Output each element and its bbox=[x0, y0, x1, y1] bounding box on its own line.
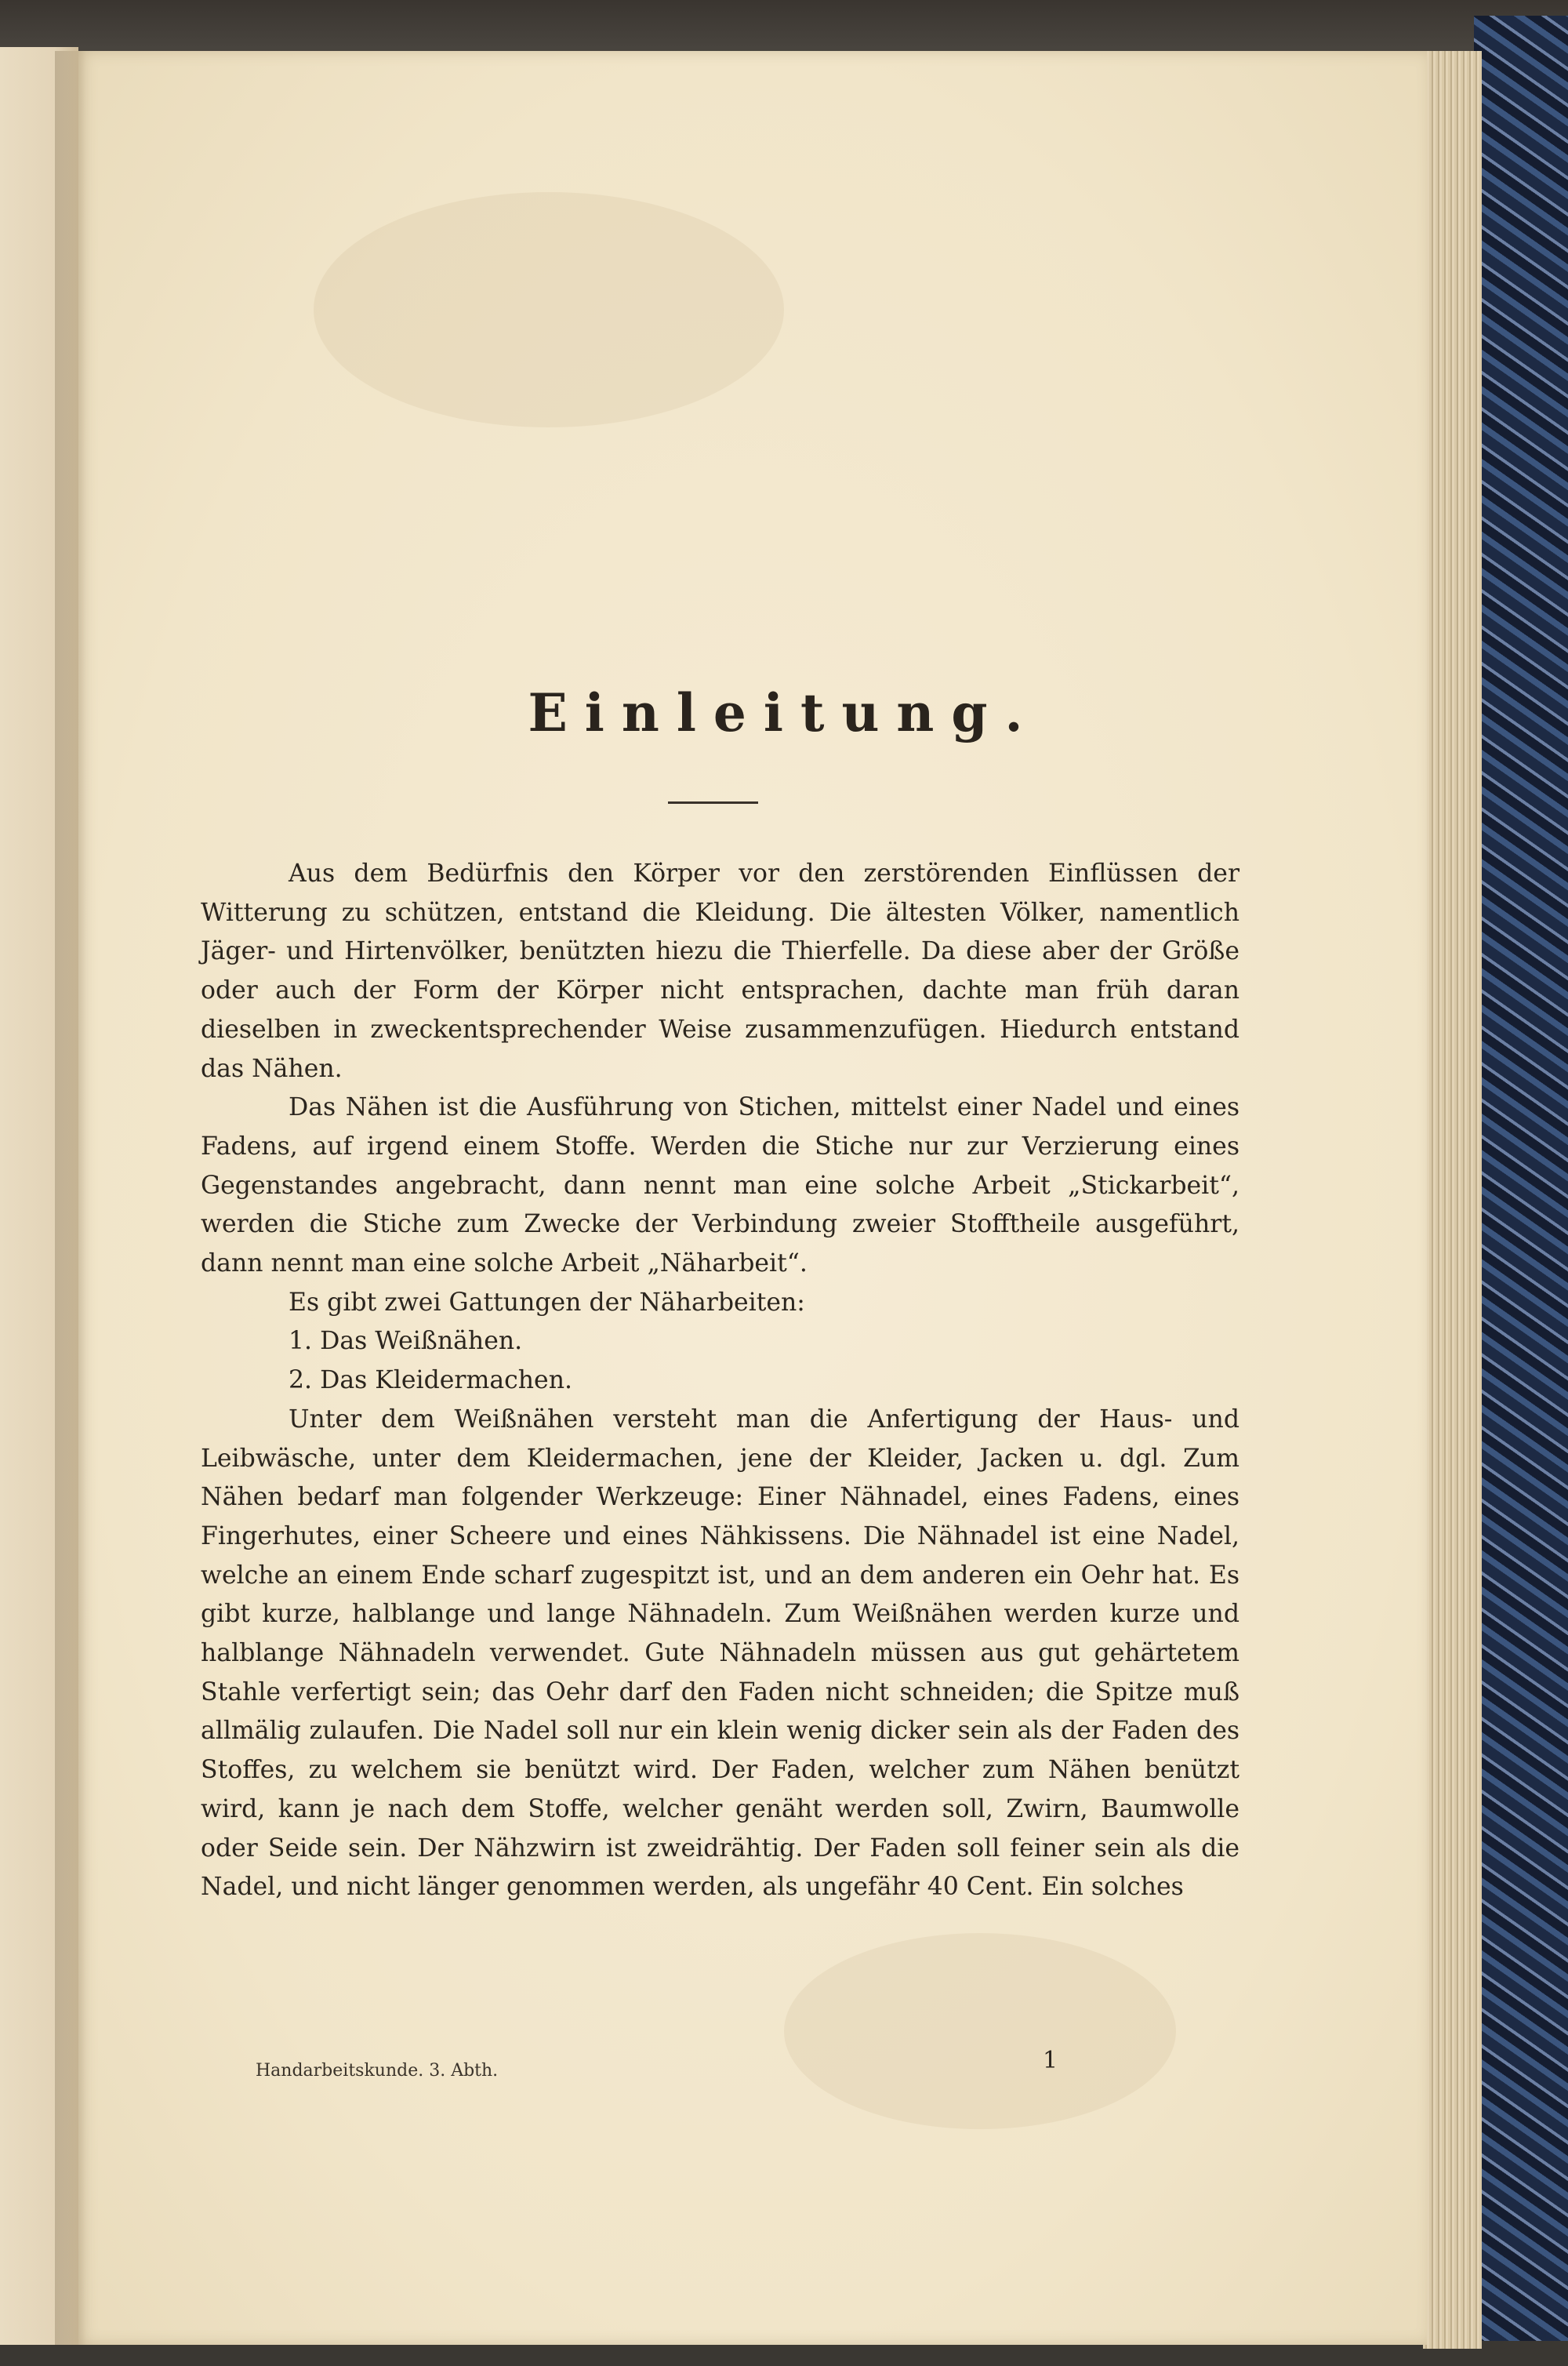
paper-stain bbox=[314, 192, 784, 427]
page-footer: Handarbeitskunde. 3. Abth. bbox=[256, 2061, 499, 2081]
book-cover-top bbox=[0, 0, 1568, 55]
list-item: 1. Das Weißnähen. bbox=[289, 1327, 523, 1356]
page-gutter-shadow bbox=[55, 51, 86, 2345]
paragraph: Aus dem Bedürfnis den Körper vor den zerstörenden Einflüssen der Witterung zu schützen, entstand die Kleidung. Die ältesten Völker, namentlich Jäger- und Hirtenvölker, benützten hiezu die Thierfelle. Da diese aber der Größe oder auch der Form der Körper nicht entsprachen, dachte man früh daran dieselben in zweckentsprechender Weise zusammenzufügen. Hiedurch entstand das Nähen. bbox=[201, 860, 1240, 1083]
paragraph: Es gibt zwei Gattungen der Näharbeiten: bbox=[289, 1288, 805, 1317]
page-number: 1 bbox=[1043, 2047, 1058, 2074]
chapter-title: Einleitung. bbox=[528, 682, 1040, 743]
page-stack-edges bbox=[1423, 51, 1482, 2349]
paragraph: Das Nähen ist die Ausführung von Stichen, mittelst einer Nadel und eines Fadens, auf irgend einem Stoffe. Werden die Stiche nur zur Verzierung eines Gegenstandes angebracht, dann nennt man eine solche Arbeit „Stickarbeit“, werden die Stiche zum Zwecke der Verbindung zweier Stofftheile ausgeführt, dann nennt man eine solche Arbeit „Näharbeit“. bbox=[201, 1093, 1240, 1278]
body-text bbox=[201, 855, 1240, 1907]
paper-stain bbox=[784, 1933, 1176, 2129]
paragraph: Unter dem Weißnähen versteht man die Anfertigung der Haus- und Leibwäsche, unter dem Kleidermachen, jene der Kleider, Jacken u. dgl. Zum Nähen bedarf man folgender Werkzeuge: Einer Nähnadel, eines Fadens, eines Fingerhutes, einer Scheere und eines Nähkissens. Die Nähnadel ist eine Nadel, welche an einem Ende scharf zugespitzt ist, und an dem anderen ein Oehr hat. Es gibt kurze, halblange und lange Nähnadeln. Zum Weißnähen werden kurze und halblange Nähnadeln verwendet. Gute Nähnadeln müssen aus gut gehärtetem Stahle verfertigt sein; das Oehr darf den Faden nicht schneiden; die Spitze muß allmälig zulaufen. Die Nadel soll nur ein klein wenig dicker sein als der Faden des Stoffes, zu welchem sie benützt wird. Der Faden, welcher zum Nähen benützt wird, kann je nach dem Stoffe, welcher genäht werden soll, Zwirn, Baumwolle oder Seide sein. Der Nähzwirn ist zweidrähtig. Der Faden soll feiner sein als die Nadel, und nicht länger genommen werden, als ungefähr 40 Cent. Ein solches bbox=[201, 1405, 1240, 1902]
title-rule bbox=[668, 801, 758, 804]
list-item: 2. Das Kleidermachen. bbox=[289, 1366, 572, 1395]
marbled-cover-edge bbox=[1474, 16, 1568, 2366]
